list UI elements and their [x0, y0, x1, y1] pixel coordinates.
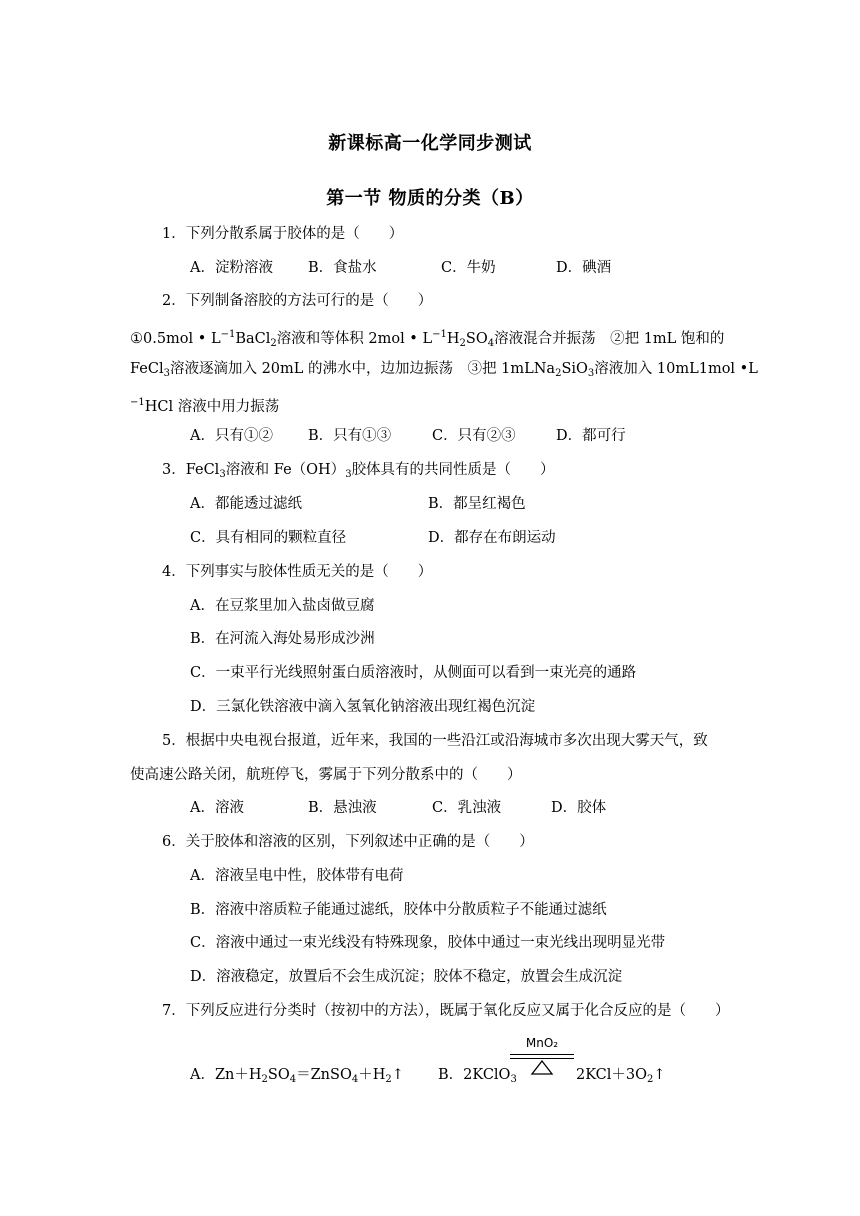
- q1-option-d: D．碘酒: [556, 260, 612, 276]
- q5-option-a: A．溶液: [190, 800, 244, 816]
- q6-option-b: B．溶液中溶质粒子能通过滤纸，胶体中分散质粒子不能通过滤纸: [190, 902, 607, 918]
- q3-option-d: D．都存在布朗运动: [428, 530, 556, 546]
- question-6-stem: 6．关于胶体和溶液的区别，下列叙述中正确的是（ ）: [162, 834, 534, 850]
- page-title: 新课标高一化学同步测试: [328, 133, 532, 154]
- question-4-stem: 4．下列事实与胶体性质无关的是（ ）: [162, 564, 433, 580]
- equation-bar-bottom: [510, 1058, 574, 1059]
- heat-triangle-icon: [530, 1060, 554, 1076]
- q4-option-d: D．三氯化铁溶液中滴入氢氧化钠溶液出现红褐色沉淀: [190, 699, 536, 715]
- q2-option-b: B．只有①③: [308, 428, 392, 444]
- q7-option-b-products: $2KCl+3O_2↑$: [576, 1067, 666, 1085]
- q2-option-d: D．都可行: [556, 428, 626, 444]
- q6-option-c: C．溶液中通过一束光线没有特殊现象，胶体中通过一束光线出现明显光带: [190, 935, 666, 951]
- q2-body-line-3: $^{-1}$HCl 溶液中用力振荡: [130, 397, 280, 415]
- q1-option-a: A．淀粉溶液: [190, 260, 273, 276]
- q2-body-line-2: FeCl$_3$溶液逐滴加入 20mL 的沸水中，边加边振荡 ③把 1mLNa$_2$SiO$_3$溶液加入 10mL1mol •L: [130, 361, 758, 379]
- catalyst-label: MnO₂: [525, 1036, 559, 1050]
- q2-option-c: C．只有②③: [432, 428, 516, 444]
- q2-option-a: A．只有①②: [190, 428, 273, 444]
- q6-option-a: A．溶液呈电中性，胶体带有电荷: [190, 868, 404, 884]
- question-2-stem: 2．下列制备溶胶的方法可行的是（ ）: [162, 293, 433, 309]
- q2-body-line-1: ①0.5mol • $L^{-1}BaCl_2$溶液和等体积 2mol • $L^{-1}H_2SO_4$溶液混合并振荡 ②把 1mL 饱和的: [130, 329, 725, 349]
- q3-option-a: A．都能透过滤纸: [190, 496, 302, 512]
- section-title: 第一节 物质的分类（B）: [326, 188, 534, 209]
- question-5-stem-line-2: 使高速公路关闭，航班停飞，雾属于下列分散系中的（ ）: [130, 767, 522, 783]
- q7-option-a: A．$Zn+H_2SO_4=ZnSO_4+H_2↑$: [190, 1067, 404, 1085]
- q5-option-c: C．乳浊液: [432, 800, 502, 816]
- q3-option-b: B．都呈红褐色: [428, 496, 526, 512]
- q4-option-c: C．一束平行光线照射蛋白质溶液时，从侧面可以看到一束光亮的通路: [190, 665, 637, 681]
- question-3-stem: 3．FeCl$_3$溶液和 $Fe(OH)_3$胶体具有的共同性质是（ ）: [162, 462, 555, 480]
- q4-option-b: B．在河流入海处易形成沙洲: [190, 631, 375, 647]
- q4-option-a: A．在豆浆里加入盐卤做豆腐: [190, 598, 375, 614]
- q1-option-b: B．食盐水: [308, 260, 377, 276]
- q7-option-b-reactant: B．2KClO$_3$: [438, 1067, 517, 1085]
- question-1-stem: 1．下列分散系属于胶体的是（ ）: [162, 226, 404, 242]
- question-7-stem: 7．下列反应进行分类时（按初中的方法），既属于氧化反应又属于化合反应的是（ ）: [162, 1003, 730, 1019]
- q3-option-c: C．具有相同的颗粒直径: [190, 530, 347, 546]
- q5-option-d: D．胶体: [551, 800, 607, 816]
- q5-option-b: B．悬浊液: [308, 800, 377, 816]
- question-5-stem-line-1: 5．根据中央电视台报道，近年来，我国的一些沿江或沿海城市多次出现大雾天气，致: [162, 733, 708, 749]
- q6-option-d: D．溶液稳定，放置后不会生成沉淀；胶体不稳定，放置会生成沉淀: [190, 969, 623, 985]
- equation-bar-top: [510, 1054, 574, 1055]
- q1-option-c: C．牛奶: [441, 260, 496, 276]
